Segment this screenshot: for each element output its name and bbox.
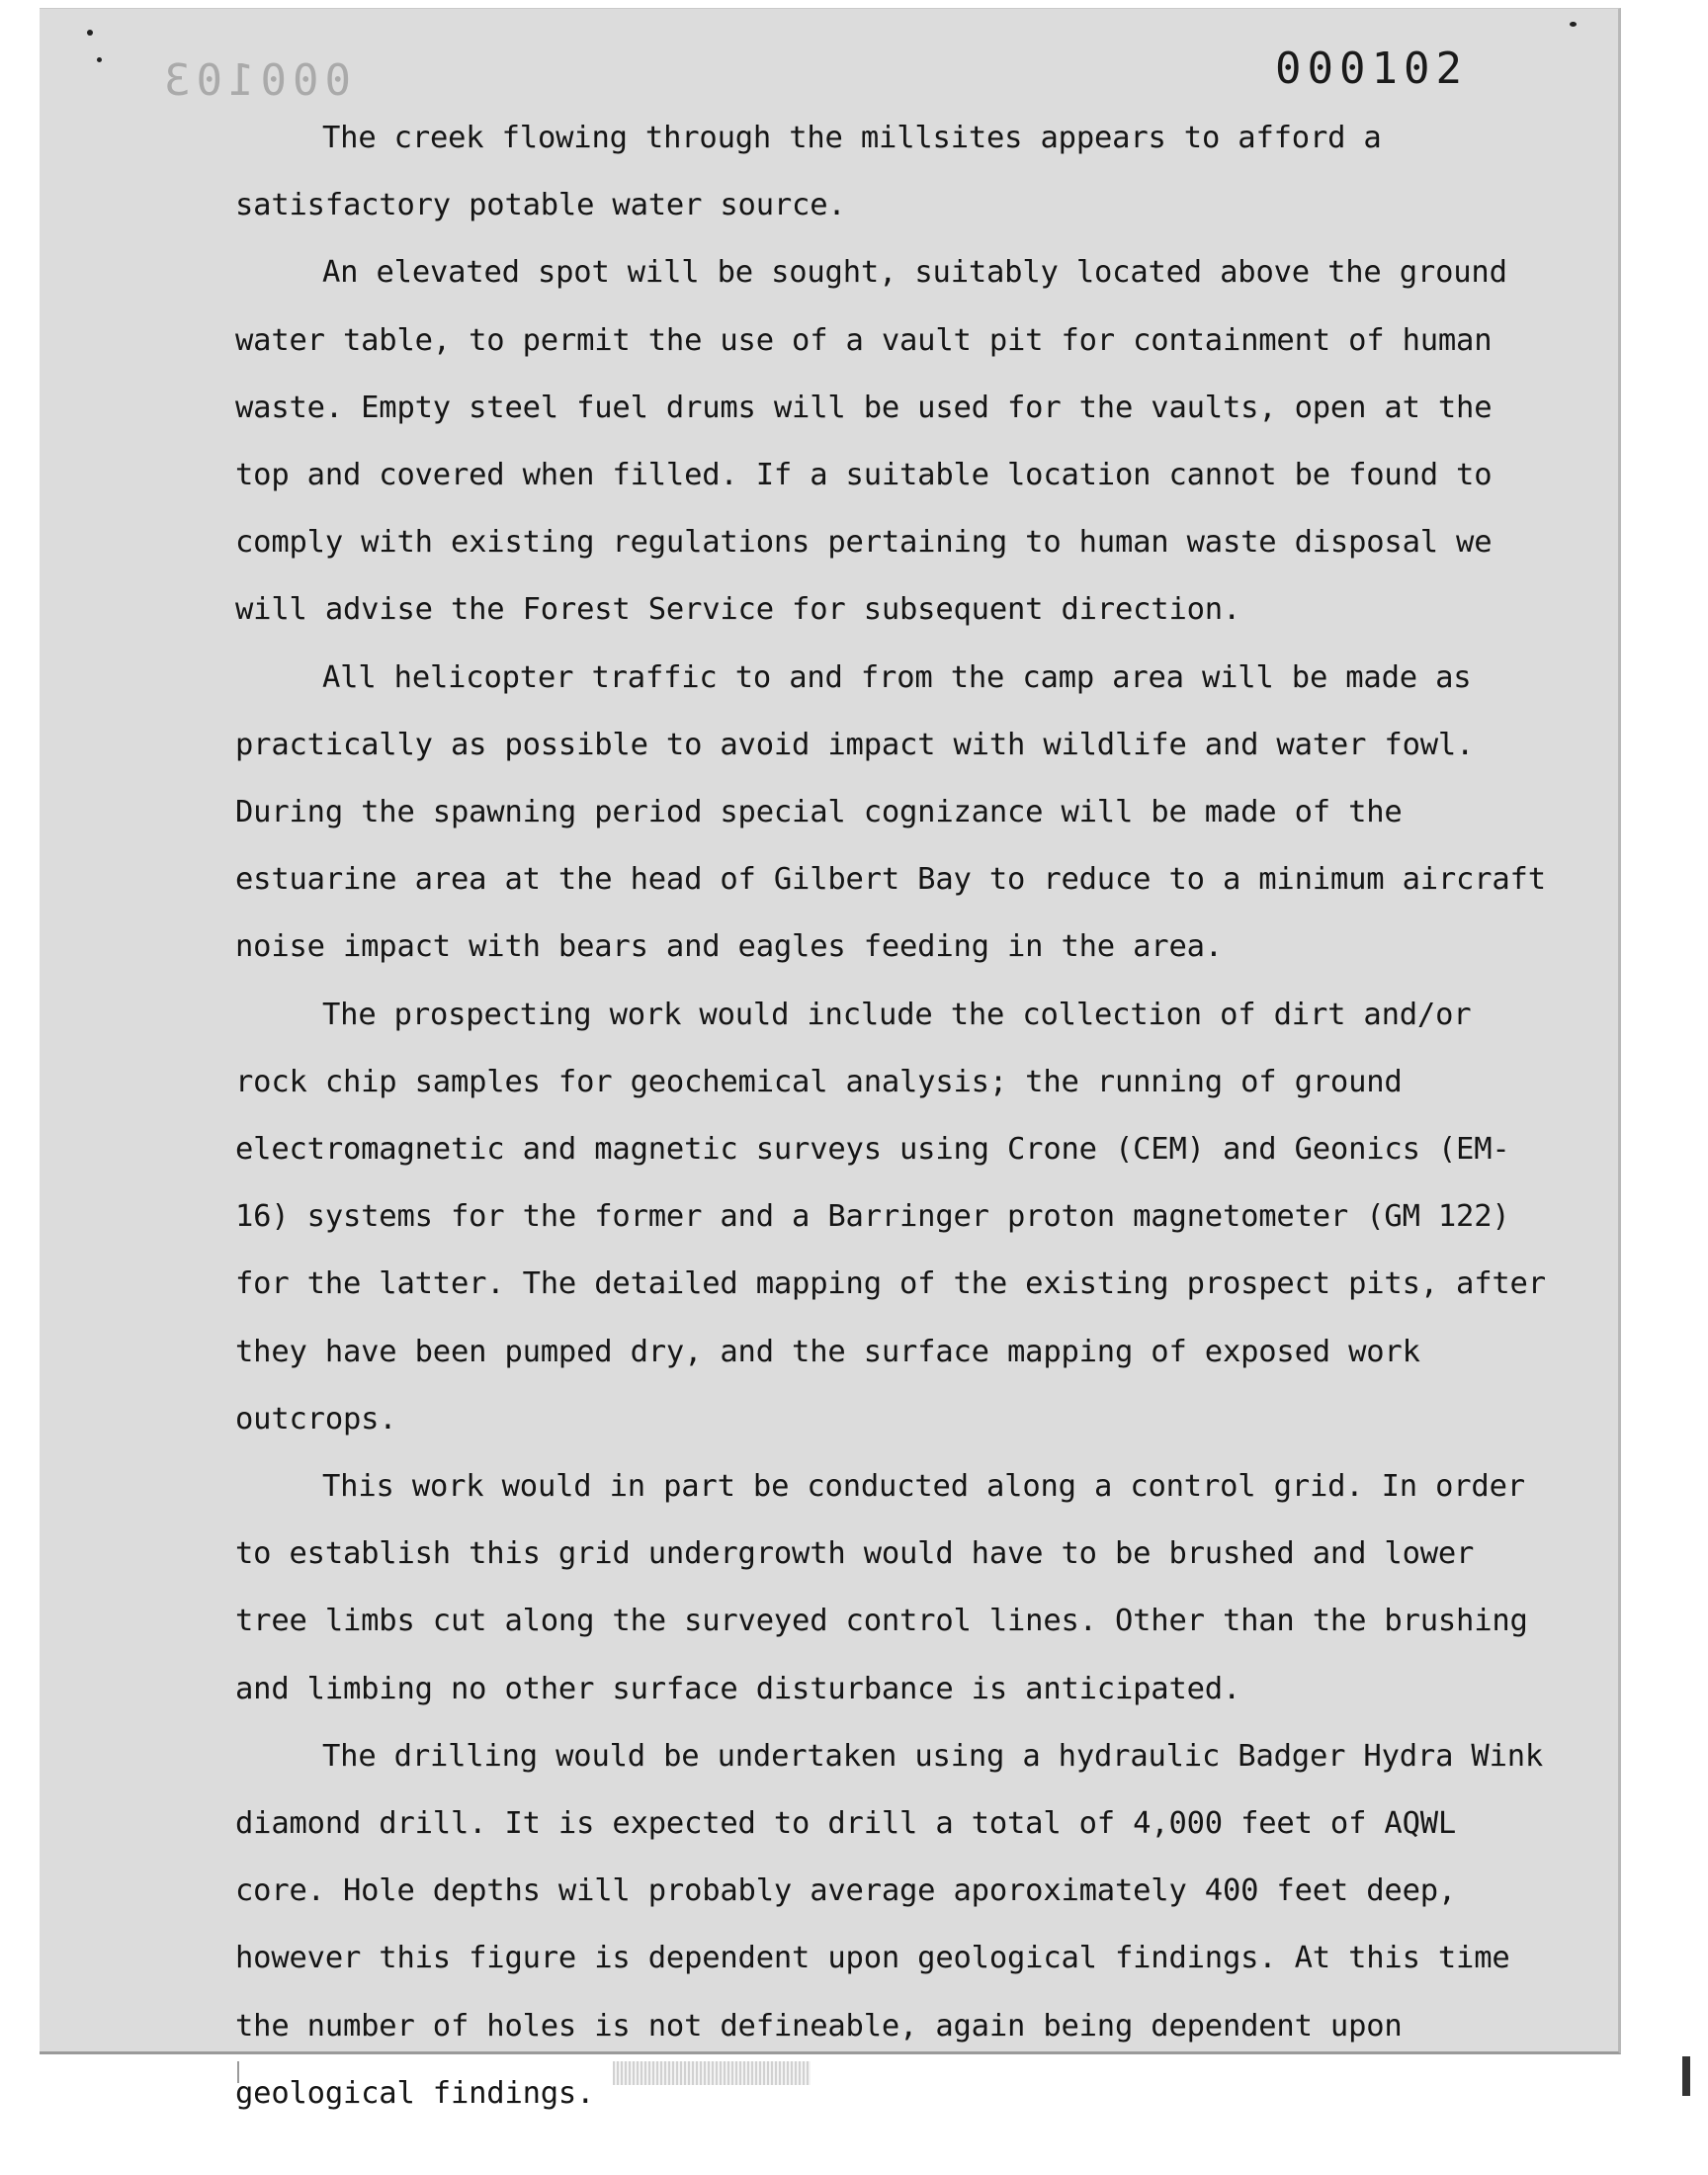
scan-speck	[97, 57, 102, 62]
paragraph: All helicopter traffic to and from the camp area will be made as practically as possible to avoid impact with wildlife and water fowl. During the spawning period special cognizance will be made of the estuarine area at the head of Gilbert Bay to reduce to a minimum aircraft noise impact with bears and eagles feeding in the area.	[235, 659, 1546, 965]
paragraph: The creek flowing through the millsites appears to afford a satisfactory potable water source.	[235, 121, 1382, 223]
bleed-through-page-number: 000103	[158, 55, 351, 106]
paragraph: The prospecting work would include the collection of dirt and/or rock chip samples for geochemical analysis; the running of ground electromagnetic and magnetic surveys using Crone (CEM) and Geonics (EM-16) systems for the former and a Barringer proton magnetometer (GM 122) for the latter. The detailed mapping of the existing prospect pits, after they have been pumped dry, and the surface mapping of exposed work outcrops.	[235, 997, 1546, 1436]
paragraph: The drilling would be undertaken using a hydraulic Badger Hydra Wink diamond drill. It is expected to drill a total of 4,000 feet of AQWL core. Hole depths will probably average aporoximately 400 feet deep, however this figure is dependent upon geological findings. At this time the number of holes is not defineable, again being dependent upon geological findings.	[235, 1738, 1544, 2111]
scan-speck	[87, 30, 93, 36]
document-body	[235, 105, 1560, 2128]
paragraph: An elevated spot will be sought, suitably located above the ground water table, to permit the use of a vault pit for containment of human waste. Empty steel fuel drums will be used for the vaults, open at the top and covered when filled. If a suitable location cannot be found to comply with existing regulations pertaining to human waste disposal we will advise the Forest Service for subsequent direction.	[235, 255, 1507, 628]
paragraph: This work would in part be conducted along a control grid. In order to establish this grid undergrowth would have to be brushed and lower tree limbs cut along the surveyed control lines. Other than the brushing and limbing no other surface disturbance is anticipated.	[235, 1469, 1528, 1706]
scan-speck	[1570, 22, 1577, 27]
page-number: 000102	[1275, 44, 1468, 94]
scan-edge-shadow	[1682, 2056, 1690, 2096]
